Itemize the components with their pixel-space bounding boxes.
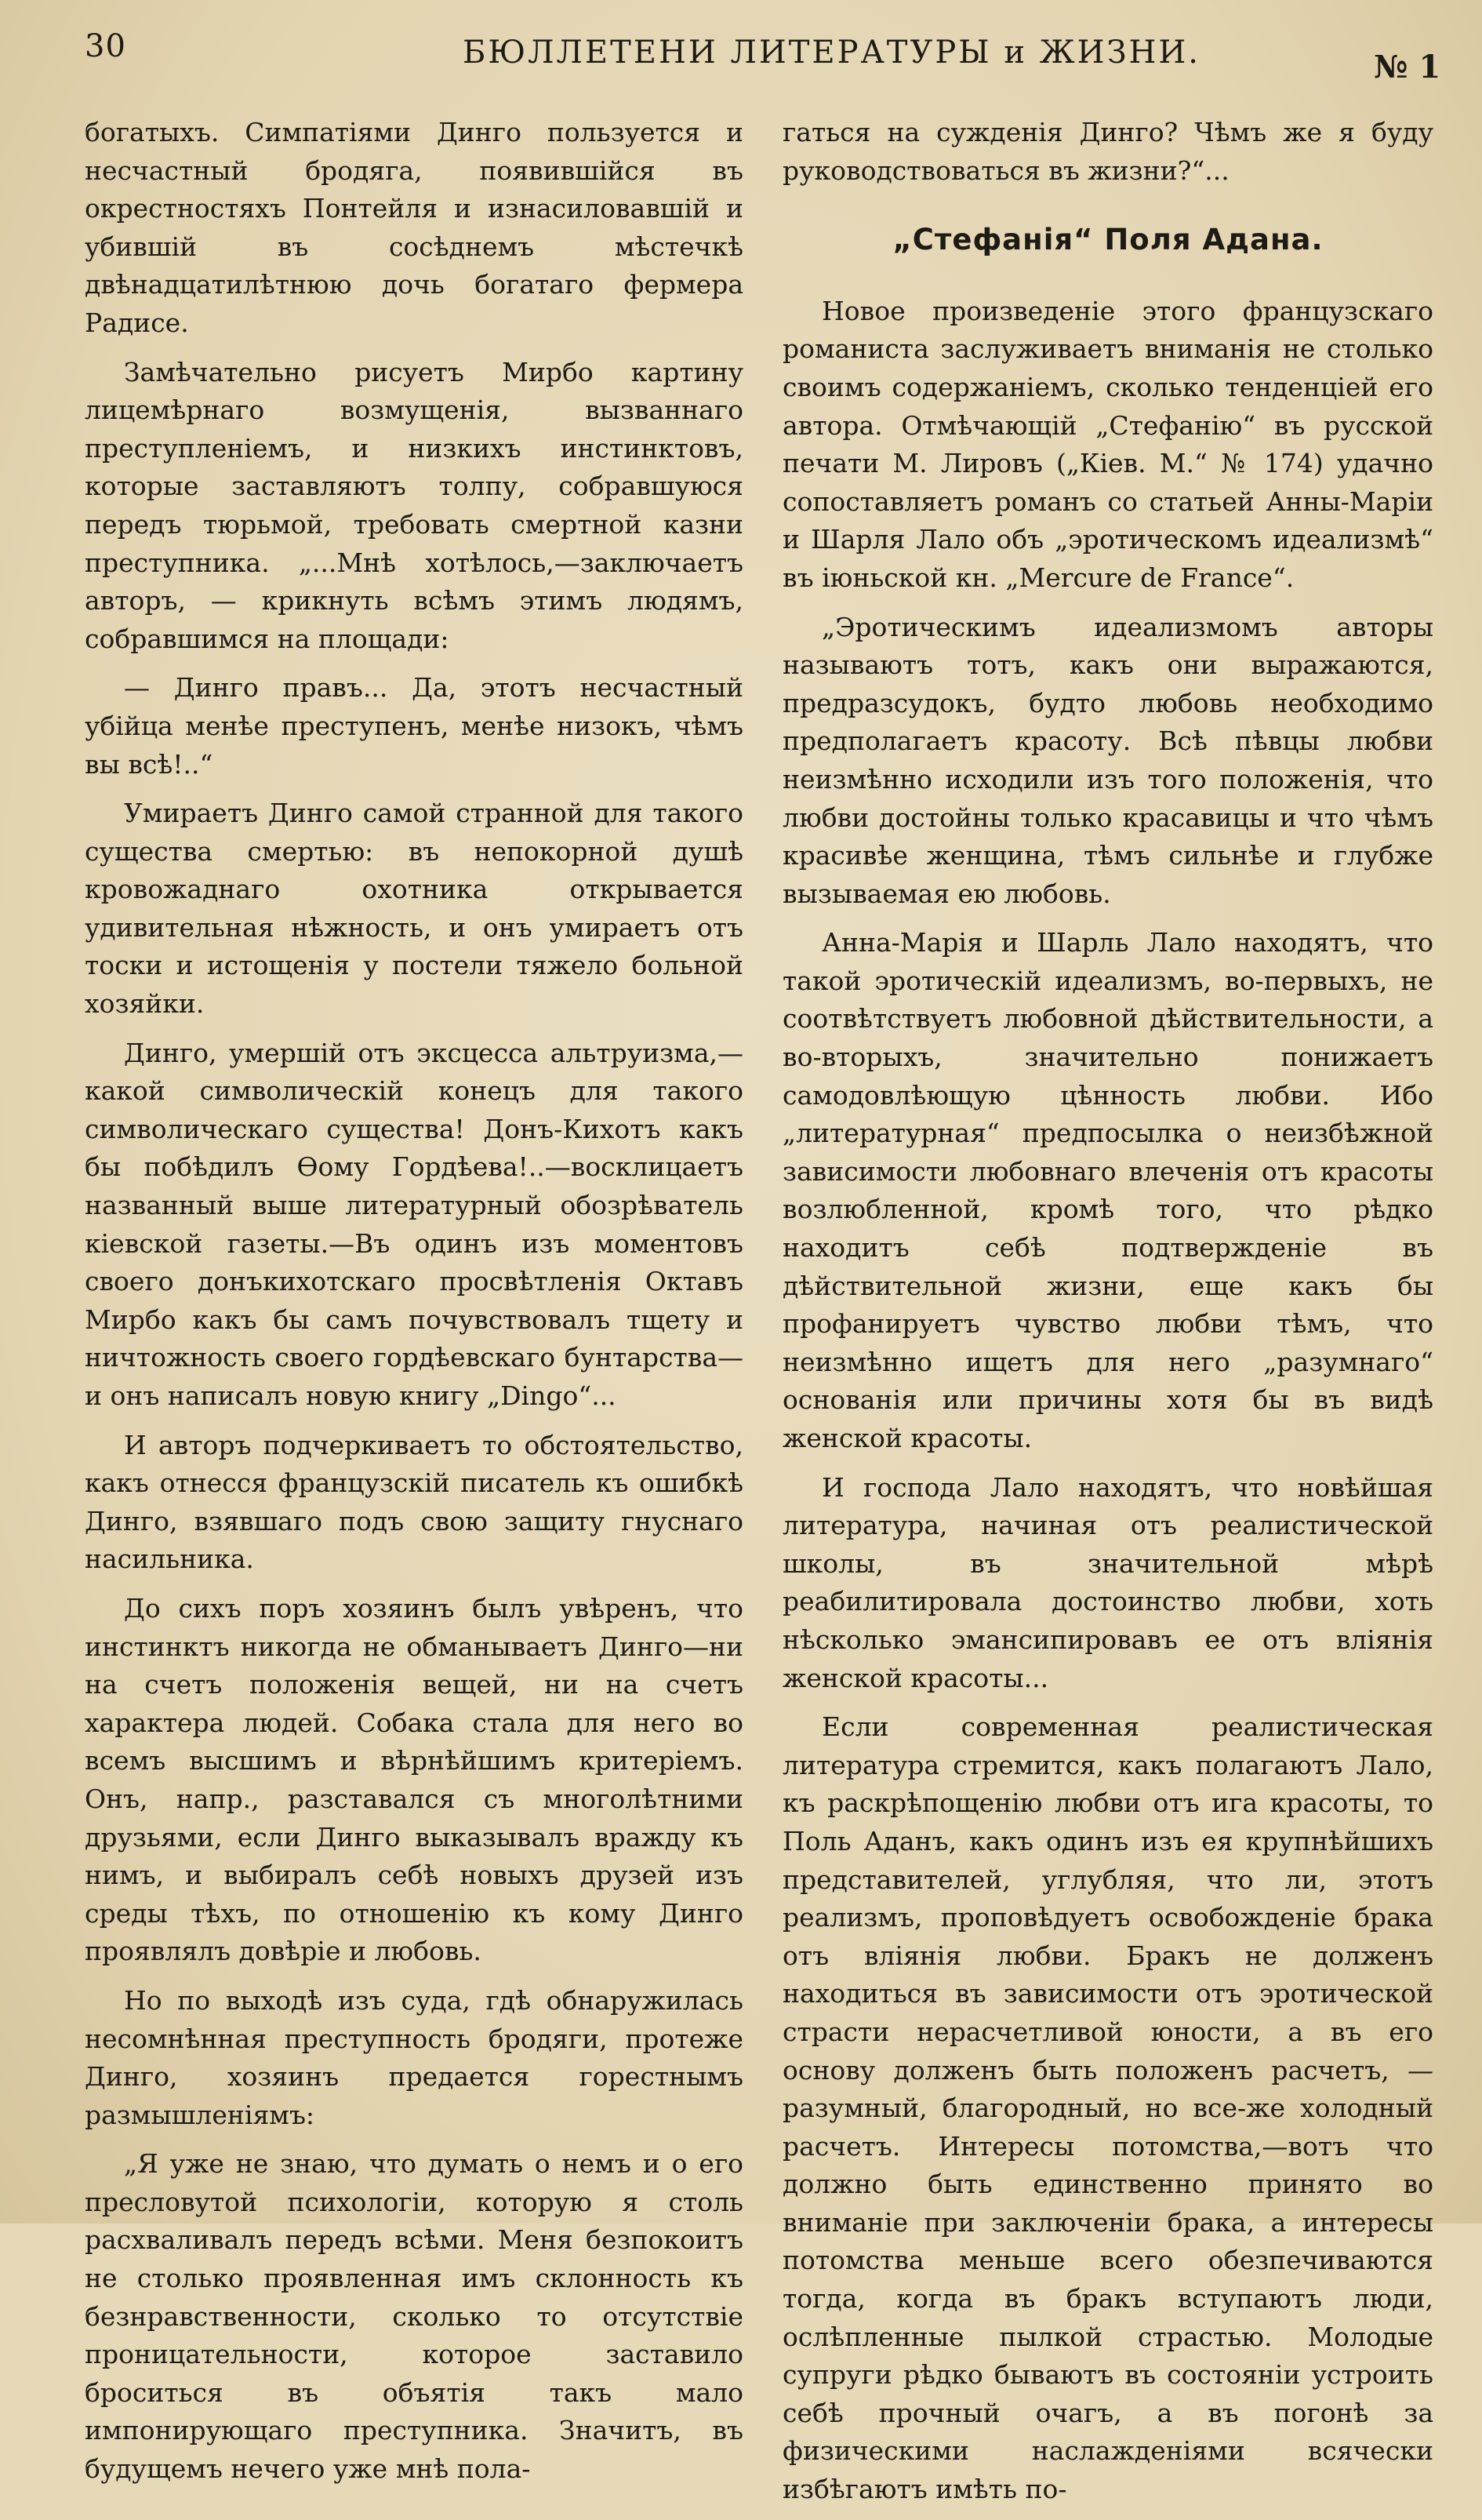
paragraph: До сихъ поръ хозяинъ былъ увѣренъ, что инстинктъ никогда не обманываетъ Динго—ни на счетъ положенія вещей, ни на счетъ характера людей. Собака стала для него во всемъ высшимъ и вѣрнѣйшимъ критеріемъ. Онъ, напр., разставался съ многолѣтними друзьями, если Динго выказывалъ вражду къ нимъ, и выбиралъ себѣ новыхъ друзей изъ среды тѣхъ, по отношенію къ кому Динго проявлялъ довѣріе и любовь. [85, 1592, 743, 1967]
paragraph: Замѣчательно рисуетъ Мирбо картину лицемѣрнаго возмущенія, вызваннаго преступленіемъ, и низкихъ инстинктовъ, которые заставляютъ толпу, собравшуюся передъ тюрьмой, требовать смертной казни преступника. „...Мнѣ хотѣлось,—заключаетъ авторъ, — крикнуть всѣмъ этимъ людямъ, собравшимся на площади: [85, 356, 743, 654]
paragraph: Умираетъ Динго самой странной для такого существа смертью: въ непокорной душѣ кровожаднаго охотника открывается удивительная нѣжность, и онъ умираетъ отъ тоски и истощенія у постели тяжело больной хозяйки. [85, 798, 743, 1020]
paragraph: богатыхъ. Симпатіями Динго пользуется и несчастный бродяга, появившійся въ окрестностяхъ Понтейля и изнасиловавшій и убившій въ сосѣднемъ мѣстечкѣ двѣнадцатилѣтнюю дочь богатаго фермера Радисе. [85, 117, 743, 338]
article-title: „Стефанія“ Поля Адана. [892, 223, 1324, 257]
paragraph: И господа Лало находятъ, что новѣйшая литература, начиная отъ реалистической школы, въ значительной мѣрѣ реабилитировала достоинство любви, хоть нѣсколько эмансипировавъ ее отъ вліянія женской красоты... [783, 1471, 1433, 1693]
paragraph: Но по выходѣ изъ суда, гдѣ обнаружилась несомнѣнная преступность бродяги, протеже Динго, хозяинъ предается горестнымъ размышленіямъ: [85, 1984, 743, 2130]
issue-number: № 1 [1374, 49, 1441, 85]
quote-paragraph: „Я уже не знаю, что думать о немъ и о его пресловутой психологіи, которую я столь расхваливалъ передъ всѣми. Меня безпокоитъ не столько проявленная имъ склонность къ безнравственности, сколько то отсутствіе проницательности, которое заставило броситься въ объятія такъ мало импонирующаго преступника. Значитъ, въ будущемъ нечего уже мнѣ пола- [85, 2148, 743, 2485]
left-column [85, 114, 743, 2500]
paragraph: Если современная реалистическая литература стремится, какъ полагаютъ Лало, къ раскрѣпощенію любви отъ ига красоты, то Поль Аданъ, какъ одинъ изъ ея крупнѣйшихъ представителей, углубляя, что ли, этотъ реализмъ, проповѣдуетъ освобожденіе брака отъ вліянія любви. Бракъ не долженъ находиться въ зависимости отъ эротической страсти нерасчетливой юности, а въ его основу долженъ быть положенъ расчетъ, — разумный, благородный, но все-же холодный расчетъ. Интересы потомства,—вотъ что должно быть единственно принято во вниманіе при заключеніи брака, а интересы потомства меньше всего обезпечиваются тогда, когда въ бракъ вступаютъ люди, ослѣпленные пылкой страстью. Молодые супруги рѣдко бываютъ въ состояніи устроить себѣ прочный очагъ, а въ погонѣ за физическими наслажденіями всячески избѣгаютъ имѣть по- [783, 1711, 1433, 2505]
paragraph: Динго, умершій отъ эксцесса альтруизма,— какой символическій конецъ для такого символическаго существа! Донъ-Кихотъ какъ бы побѣдилъ Ѳому Гордѣева!..—восклицаетъ названный выше литературный обозрѣватель кіевской газеты.—Въ одинъ изъ моментовъ своего донъкихотскаго просвѣтленія Октавъ Мирбо какъ бы самъ почувствовалъ тщету и ничтожность своего гордѣевскаго бунтарства—и онъ написалъ новую книгу „Dingo“... [85, 1037, 743, 1411]
paragraph: гаться на сужденія Динго? Чѣмъ же я буду руководствоваться въ жизни?“... [783, 117, 1433, 186]
paragraph: „Эротическимъ идеализмомъ авторы называютъ тотъ, какъ они выражаются, предразсудокъ, будто любовь необходимо предполагаетъ красоту. Всѣ пѣвцы любви неизмѣнно исходили изъ того положенія, что любви достойны только красавицы и что чѣмъ красивѣе женщина, тѣмъ сильнѣе и глубже вызываемая ею любовь. [783, 611, 1433, 909]
paragraph: Анна-Марія и Шарль Лало находятъ, что такой эротическій идеализмъ, во-первыхъ, не соотвѣтствуетъ любовной дѣйствительности, а во-вторыхъ, значительно понижаетъ самодовлѣющую цѣнность любви. Ибо „литературная“ предпосылка о неизбѣжной зависимости любовнаго влеченія отъ красоты возлюбленной, кромѣ того, что рѣдко находитъ себѣ подтвержденіе въ дѣйствительной жизни, еще какъ бы профанируетъ чувство любви тѣмъ, что неизмѣнно ищетъ для него „разумнаго“ основанія или причины хотя бы въ видѣ женской красоты. [783, 927, 1433, 1453]
paragraph: Новое произведеніе этого французскаго романиста заслуживаетъ вниманія не столько своимъ содержаніемъ, сколько тенденціей его автора. Отмѣчающій „Стефанію“ въ русской печати М. Лировъ („Кіев. М.“ № 174) удачно сопоставляетъ романъ со статьей Анны-Маріи и Шарля Лало объ „эротическомъ идеализмѣ“ въ іюньской кн. „Mercure de France“. [783, 295, 1433, 593]
right-column [783, 114, 1433, 2520]
page-header [0, 24, 1482, 86]
paragraph: И авторъ подчеркиваетъ то обстоятельство, какъ отнесся французскій писатель къ ошибкѣ Динго, взявшаго подъ свою защиту гнуснаго насильника. [85, 1429, 743, 1575]
running-title: БЮЛЛЕТЕНИ ЛИТЕРАТУРЫ и ЖИЗНИ. [463, 35, 1200, 71]
quote-paragraph: — Динго правъ... Да, этотъ несчастный убійца менѣе преступенъ, менѣе низокъ, чѣмъ вы всѣ!..“ [85, 672, 743, 780]
page-number: 30 [85, 28, 126, 64]
